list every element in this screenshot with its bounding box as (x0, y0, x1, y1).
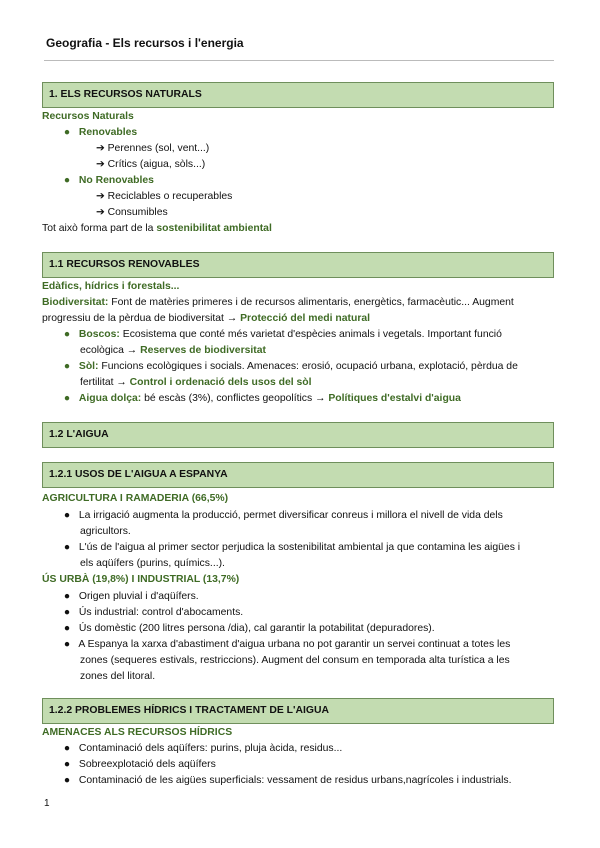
critics-text: Crítics (aigua, sòls...) (107, 159, 206, 170)
section-1-1-heading: 1.1 RECURSOS RENOVABLES (42, 252, 554, 278)
urba-2-text: Ús industrial: control d'abocaments. (78, 607, 244, 618)
page-number: 1 (44, 798, 50, 809)
sol-text: Funcions ecològiques i socials. Amenaces: erosió, ocupació urbana, explotació, pèrdua de (98, 361, 518, 372)
s122-2-text: Sobreexplotació dels aqüífers (78, 759, 216, 770)
s1-bullet-renovables (58, 125, 137, 141)
s11-bio-line1 (42, 295, 514, 311)
urba-item-4-line2: zones (sequeres estivals, restriccions). Augment del consum en temporada alta turística a les (80, 655, 510, 666)
sol-text-2: fertilitat → (80, 377, 130, 388)
aigua-label: Aigua dolça: (78, 393, 142, 404)
s1-footer (42, 221, 272, 237)
bullet-icon: ● (63, 510, 71, 521)
s11-bio-line2 (42, 311, 370, 327)
section-1-heading: 1. ELS RECURSOS NATURALS (42, 82, 554, 108)
agri-1-text: La irrigació augmenta la producció, permet diversificar conreus i millora el nivell de vida dels (78, 510, 503, 521)
footer-text: Tot això forma part de la (42, 223, 157, 234)
title-divider (44, 60, 554, 61)
urba-1-text: Origen pluvial i d'aqüífers. (78, 591, 199, 602)
s11-boscos-line2 (80, 343, 266, 359)
boscos-text-2: ecològica → (80, 345, 141, 356)
no-renovables-label: No Renovables (78, 175, 154, 186)
boscos-text: Ecosistema que conté més varietat d'espècies animals i vegetals. Important funció (119, 329, 502, 340)
bullet-icon: ● (63, 743, 71, 754)
boscos-label: Boscos: (78, 329, 120, 340)
consumibles-text: Consumibles (107, 207, 168, 218)
bullet-icon: ● (63, 175, 71, 186)
bullet-icon: ● (63, 775, 71, 786)
agri-item-1-line1 (58, 508, 503, 524)
urba-item-2 (58, 605, 243, 621)
s11-subtitle: Edàfics, hídrics i forestals... (42, 281, 180, 292)
s122-item-2 (58, 757, 216, 773)
urba-4-text: A Espanya la xarxa d'abastiment d'aigua urbana no pot garantir un servei continuat a totes les (78, 639, 511, 650)
agri-title: AGRICULTURA I RAMADERIA (66,5%) (42, 493, 229, 504)
aigua-text: bé escàs (3%), conflictes geopolítics → (141, 393, 329, 404)
bullet-icon: ● (63, 393, 71, 404)
s1-sub-critics (96, 157, 205, 173)
agri-2-text: L'ús de l'aigua al primer sector perjudica la sostenibilitat ambiental ja que contamina les aigües i (78, 542, 521, 553)
agri-item-1-line2: agricultors. (80, 526, 131, 537)
s122-1-text: Contaminació dels aqüífers: purins, pluja àcida, residus... (78, 743, 343, 754)
s11-sol-line2 (80, 375, 312, 391)
footer-highlight: sostenibilitat ambiental (156, 223, 272, 234)
bio-text-2: progressiu de la pèrdua de biodiversitat → (42, 313, 241, 324)
s1-bullet-no-renovables (58, 173, 154, 189)
arrow-icon: ➔ (96, 159, 105, 170)
bullet-icon: ● (63, 127, 71, 138)
s1-subtitle: Recursos Naturals (42, 111, 134, 122)
urba-item-4-line1 (58, 637, 510, 653)
bio-highlight: Protecció del medi natural (240, 313, 371, 324)
sol-label: Sòl: (78, 361, 99, 372)
s1-sub-reciclables (96, 189, 232, 205)
section-1-2-heading: 1.2 L'AIGUA (42, 422, 554, 448)
bullet-icon: ● (63, 623, 71, 634)
agri-item-2-line1 (58, 540, 520, 556)
s122-3-text: Contaminació de les aigües superficials: vessament de residus urbans,nagrícoles i industrials. (78, 775, 512, 786)
section-1-2-1-heading: 1.2.1 USOS DE L'AIGUA A ESPANYA (42, 462, 554, 488)
bullet-icon: ● (63, 542, 71, 553)
s122-item-3 (58, 773, 511, 789)
sol-highlight: Control i ordenació dels usos del sòl (129, 377, 312, 388)
agri-item-2-line2: els aqüífers (purins, químics...). (80, 558, 225, 569)
bullet-icon: ● (63, 639, 71, 650)
arrow-icon: ➔ (96, 207, 105, 218)
arrow-icon: ➔ (96, 143, 105, 154)
s11-aigua-line (58, 391, 461, 407)
aigua-highlight: Polítiques d'estalvi d'aigua (328, 393, 461, 404)
bullet-icon: ● (63, 591, 71, 602)
bio-text: Font de matèries primeres i de recursos alimentaris, energètics, farmacèutic... Augment (108, 297, 514, 308)
document-title: Geografia - Els recursos i l'energia (46, 36, 244, 50)
renovables-label: Renovables (78, 127, 138, 138)
bullet-icon: ● (63, 361, 71, 372)
urba-item-4-line3: zones del litoral. (80, 671, 156, 682)
urba-title: ÚS URBÀ (19,8%) I INDUSTRIAL (13,7%) (42, 574, 240, 585)
boscos-highlight: Reserves de biodiversitat (140, 345, 266, 356)
s1-sub-perennes (96, 141, 209, 157)
bullet-icon: ● (63, 329, 71, 340)
bullet-icon: ● (63, 759, 71, 770)
bio-label: Biodiversitat: (42, 297, 109, 308)
s11-sol-line1 (58, 359, 518, 375)
urba-3-text: Ús domèstic (200 litres persona /dia), cal garantir la potabilitat (depuradores). (78, 623, 435, 634)
s122-subtitle: AMENACES ALS RECURSOS HÍDRICS (42, 727, 233, 738)
section-1-2-2-heading: 1.2.2 PROBLEMES HÍDRICS I TRACTAMENT DE L'AIGUA (42, 698, 554, 724)
s122-item-1 (58, 741, 342, 757)
s1-sub-consumibles (96, 205, 168, 221)
s11-boscos-line1 (58, 327, 502, 343)
urba-item-3 (58, 621, 435, 637)
perennes-text: Perennes (sol, vent...) (107, 143, 210, 154)
urba-item-1 (58, 589, 199, 605)
bullet-icon: ● (63, 607, 71, 618)
arrow-icon: ➔ (96, 191, 105, 202)
reciclables-text: Reciclables o recuperables (107, 191, 233, 202)
